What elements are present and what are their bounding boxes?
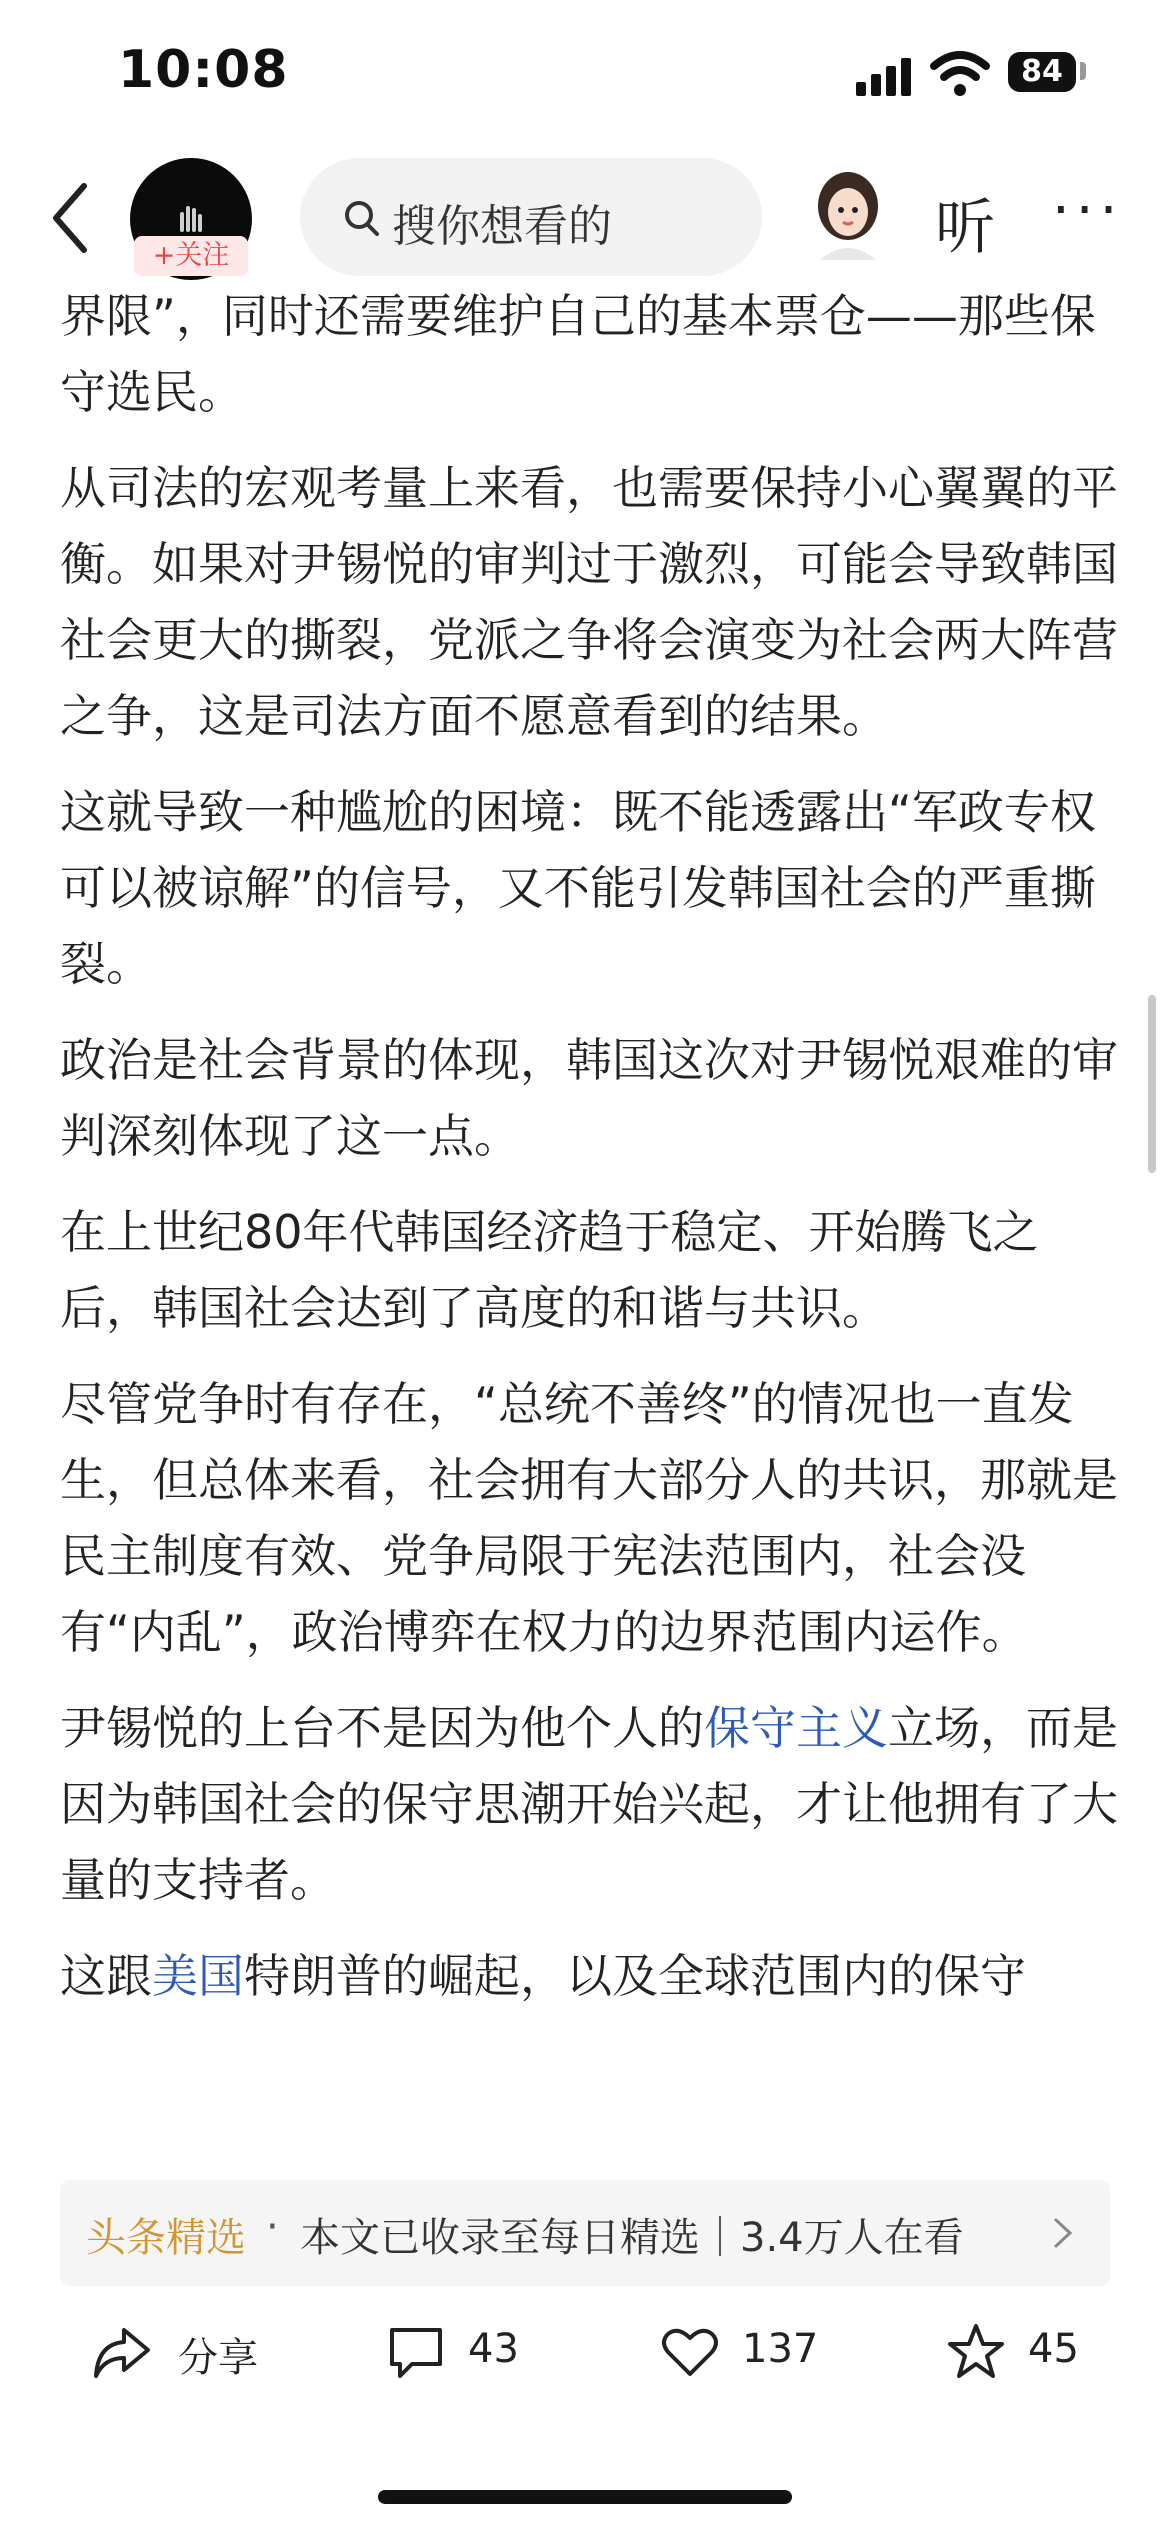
- article-text: 这就导致一种尴尬的困境：既不能透露出“军政专权可以被谅解”的信号，又不能引发韩国社会的严重撕裂。: [60, 785, 1096, 991]
- follow-button[interactable]: +关注: [134, 236, 248, 276]
- article-text: 特朗普的崛起，以及全球范围内的保守: [244, 1949, 1026, 2003]
- more-options-button[interactable]: ···: [1052, 178, 1124, 243]
- back-icon[interactable]: [44, 178, 100, 258]
- cellular-signal-icon: [856, 56, 912, 96]
- status-time: 10:08: [118, 40, 289, 100]
- star-icon: [946, 2322, 1006, 2382]
- article-paragraph: [60, 278, 1120, 430]
- listen-button[interactable]: 听: [935, 193, 995, 263]
- search-icon: [342, 198, 382, 238]
- article-text: 界限”，同时还需要维护自己的基本票仓——那些保守选民。: [60, 289, 1096, 419]
- article-paragraph: [60, 1938, 1120, 2014]
- banner-text: 本文已收录至每日精选｜3.4万人在看: [300, 2215, 964, 2261]
- article-text: 在上世纪80年代韩国经济趋于稳定、开始腾飞之后，韩国社会达到了高度的和谐与共识。: [60, 1205, 1039, 1335]
- article-text: 立场，而是因为韩国社会的保守思潮开始兴起，才让他拥有了大量的支持者。: [60, 1701, 1118, 1907]
- article-text: 政治是社会背景的体现，韩国这次对尹锡悦艰难的审判深刻体现了这一点。: [60, 1033, 1118, 1163]
- article-link[interactable]: 保守主义: [704, 1701, 888, 1755]
- article-text: 尽管党争时有存在，“总统不善终”的情况也一直发生，但总体来看，社会拥有大部分人的共识，那就是民主制度有效、党争局限于宪法范围内，社会没有“内乱”，政治博弈在权力的边界范围内运作。: [60, 1377, 1118, 1659]
- wifi-icon: [930, 50, 990, 98]
- article-text: 这跟: [60, 1949, 152, 2003]
- heart-icon: [660, 2322, 720, 2382]
- comment-button[interactable]: [386, 2316, 546, 2388]
- comment-icon: [386, 2322, 446, 2382]
- article-paragraph: [60, 1690, 1120, 1918]
- share-icon: [90, 2322, 154, 2382]
- article-body: [60, 278, 1120, 2034]
- battery-tip: [1080, 62, 1086, 80]
- article-link[interactable]: 美国: [152, 1949, 244, 2003]
- assistant-avatar-icon[interactable]: [810, 166, 886, 260]
- share-label: 分享: [178, 2335, 258, 2381]
- like-button[interactable]: [660, 2316, 840, 2388]
- article-paragraph: [60, 1022, 1120, 1174]
- like-count: 137: [742, 2326, 819, 2372]
- banner-separator: ·: [266, 2204, 279, 2250]
- comment-count: 43: [468, 2326, 519, 2372]
- article-paragraph: [60, 774, 1120, 1002]
- favorite-button[interactable]: [946, 2316, 1096, 2388]
- chevron-right-icon: [1050, 2216, 1076, 2250]
- scrollbar[interactable]: [1148, 995, 1156, 1173]
- featured-banner[interactable]: [60, 2180, 1110, 2286]
- home-indicator: [378, 2490, 792, 2504]
- favorite-count: 45: [1028, 2326, 1079, 2372]
- search-input[interactable]: 搜你想看的: [392, 201, 612, 252]
- share-button[interactable]: [90, 2316, 290, 2388]
- battery-indicator: 84: [1008, 52, 1076, 92]
- article-text: 从司法的宏观考量上来看，也需要保持小心翼翼的平衡。如果对尹锡悦的审判过于激烈，可能会导致韩国社会更大的撕裂，党派之争将会演变为社会两大阵营之争，这是司法方面不愿意看到的结果。: [60, 461, 1118, 743]
- banner-tag: 头条精选: [86, 2215, 246, 2261]
- search-bar[interactable]: [300, 158, 762, 276]
- article-paragraph: [60, 1366, 1120, 1670]
- article-paragraph: [60, 1194, 1120, 1346]
- hand-icon: [172, 200, 210, 238]
- article-paragraph: [60, 450, 1120, 754]
- article-text: 尹锡悦的上台不是因为他个人的: [60, 1701, 704, 1755]
